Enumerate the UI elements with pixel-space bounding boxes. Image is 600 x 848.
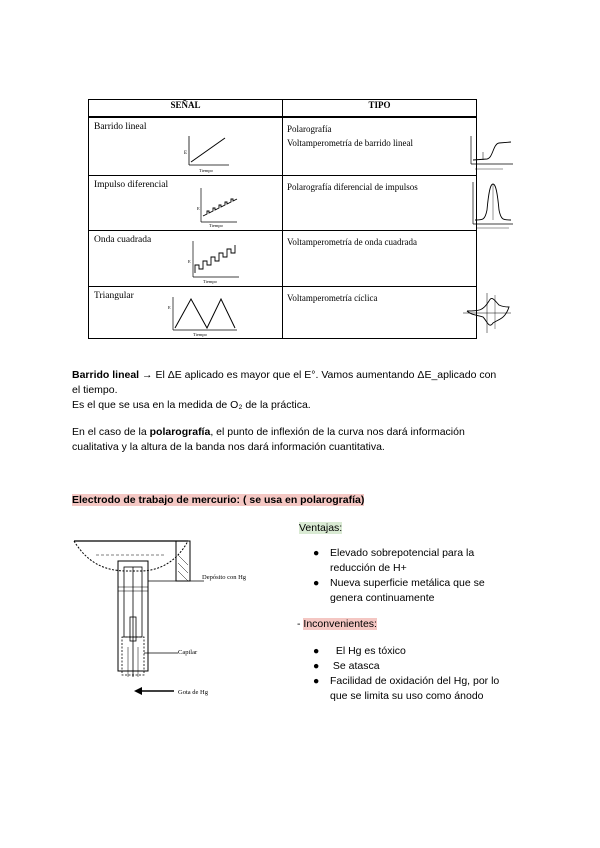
pulse-signal-plot bbox=[197, 184, 241, 228]
polarogram-plot bbox=[465, 134, 517, 174]
inconvenientes-title: - Inconvenientes: bbox=[297, 618, 377, 630]
table-row bbox=[89, 230, 477, 286]
axis-x-label: Tiempo bbox=[193, 331, 207, 337]
axis-x-label: Tiempo bbox=[199, 168, 213, 173]
signal-type-table bbox=[88, 99, 477, 339]
axis-x-label: Tiempo bbox=[203, 278, 217, 284]
paragraph-polarografia: En el caso de la polarografía, el punto de inflexión de la curva nos dará información cualitativa y la altura de la banda nos dará información cuantitativa. bbox=[72, 426, 465, 453]
label-gota: Gota de Hg bbox=[178, 689, 208, 696]
table-row bbox=[89, 286, 477, 338]
axis-y-label: E bbox=[197, 205, 200, 211]
header-senal: SEÑAL bbox=[89, 100, 283, 118]
square-wave-signal-plot bbox=[187, 237, 241, 287]
type-item: Voltamperometría de onda cuadrada bbox=[287, 236, 418, 247]
type-list bbox=[287, 180, 418, 194]
bullet-icon: ● bbox=[313, 675, 320, 687]
bullet-icon: ● bbox=[313, 577, 320, 589]
triangular-signal-plot bbox=[165, 293, 241, 339]
type-item: Voltamperometría de barrido lineal bbox=[287, 138, 414, 148]
section-heading: Electrodo de trabajo de mercurio: ( se usa en polarografía) bbox=[72, 494, 365, 506]
barrido-lineal-term: Barrido lineal bbox=[72, 369, 140, 381]
signal-label: Impulso diferencial bbox=[94, 179, 169, 190]
type-list bbox=[287, 122, 413, 150]
paragraph-barrido-lineal: Barrido lineal → El ΔE aplicado es mayor que el E°. Vamos aumentando ΔE_aplicado con el tiempo. Es el que se usa en la medida de O₂ de la práctica. bbox=[72, 369, 497, 411]
table-row bbox=[89, 175, 477, 230]
signal-label: Barrido lineal bbox=[94, 122, 147, 132]
table-row bbox=[89, 117, 477, 175]
axis-y-label: E bbox=[184, 151, 188, 156]
bullet-icon: ● bbox=[313, 645, 320, 657]
ventajas-title: Ventajas: bbox=[299, 522, 343, 534]
type-item: Polarografía diferencial de impulsos bbox=[287, 181, 418, 192]
cyclic-voltammogram-plot bbox=[459, 289, 515, 337]
signal-label: Triangular bbox=[94, 290, 134, 301]
header-tipo: TIPO bbox=[283, 100, 477, 118]
type-list bbox=[287, 291, 378, 305]
polarografia-term: polarografía bbox=[149, 426, 211, 438]
differential-pulse-peak-plot bbox=[469, 180, 515, 230]
linear-sweep-signal-plot bbox=[177, 134, 235, 174]
label-capilar: Capilar bbox=[178, 649, 198, 656]
axis-y-label: E bbox=[168, 304, 171, 310]
mercury-electrode-diagram bbox=[70, 527, 270, 705]
bullet-icon: ● bbox=[313, 547, 320, 559]
type-item: Polarografía bbox=[287, 124, 332, 134]
table-header-row bbox=[89, 100, 477, 118]
signal-label: Onda cuadrada bbox=[94, 234, 152, 245]
bullet-icon: ● bbox=[313, 660, 320, 672]
type-item: Voltamperometría cíclica bbox=[287, 292, 378, 303]
type-list bbox=[287, 235, 417, 249]
axis-y-label: E bbox=[188, 258, 191, 264]
label-deposito: Depósito con Hg bbox=[202, 574, 247, 581]
axis-x-label: Tiempo bbox=[209, 222, 223, 228]
